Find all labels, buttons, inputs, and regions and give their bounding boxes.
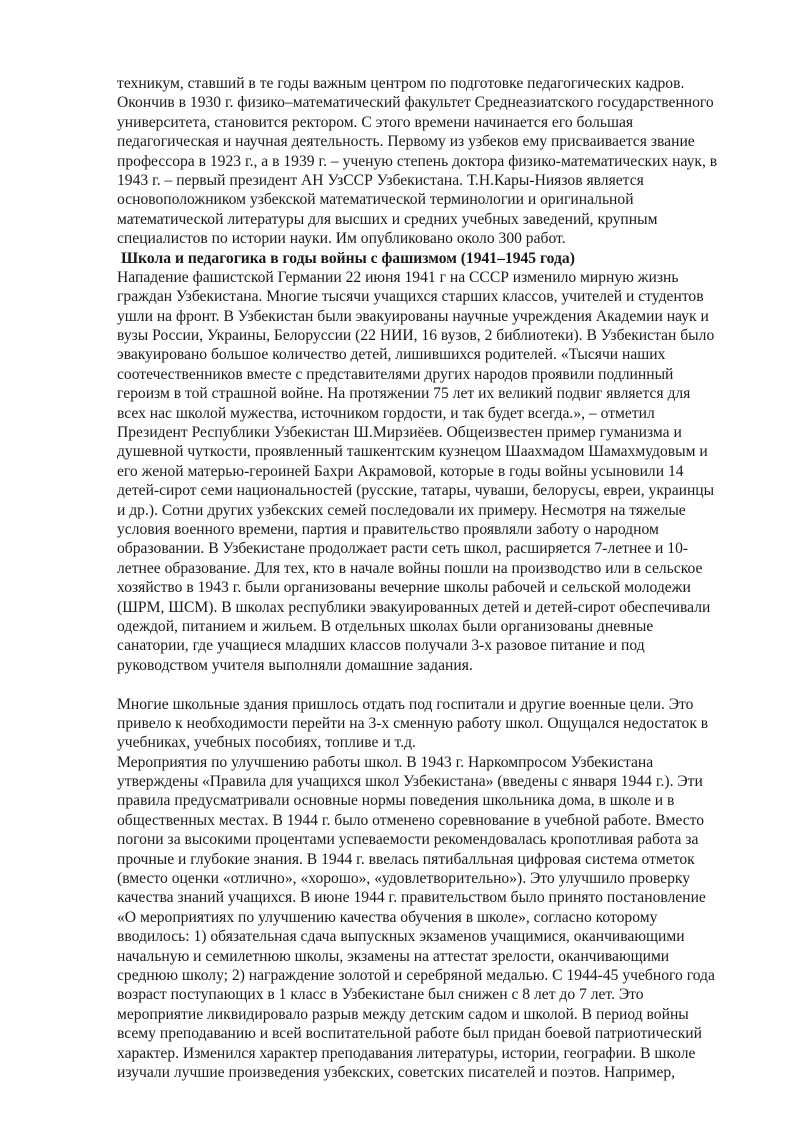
text-line: условия военного времени, партия и правительство проявляли заботу о народном <box>117 520 659 538</box>
text-line: университета, становится ректором. С этого времени начинается его большая <box>117 113 634 131</box>
paragraph-gap <box>117 675 797 694</box>
text-line: учебниках, учебных пособиях, топливе и т.д. <box>117 734 416 752</box>
text-line: правила предусматривали основные нормы поведения школьника дома, в школе и в <box>117 792 675 810</box>
text-line: привело к необходимости перейти на 3-х сменную работу школ. Ощущался недостаток в <box>117 714 709 732</box>
text-line: специалистов по истории науки. Им опубликовано около 300 работ. <box>117 230 566 248</box>
text-line: героизм в той страшной войне. На протяжении 75 лет их великий подвиг является для <box>117 385 691 403</box>
text-line: возраст поступающих в 1 класс в Узбекистане был снижен с 8 лет до 7 лет. Это <box>117 986 644 1004</box>
text-line: одеждой, питанием и жильем. В отдельных школах были организованы дневные <box>117 617 654 635</box>
text-line: педагогическая и научная деятельность. Первому из узбеков ему присваивается звание <box>117 133 695 151</box>
text-line: всему преподаванию и всей воспитательной работе был придан боевой патриотический <box>117 1025 702 1043</box>
text-line: граждан Узбекистана. Многие тысячи учащихся старших классов, учителей и студентов <box>117 288 704 306</box>
text-line: погони за высокими процентами успеваемости рекомендовалась кропотливая работа за <box>117 831 699 849</box>
text-line: 1943 г. – первый президент АН УзССР Узбекистана. Т.Н.Кары-Ниязов является <box>117 171 644 189</box>
text-line: начальную и семилетнюю школы, экзамены на аттестат зрелости, оканчивающими <box>117 947 670 965</box>
text-line: эвакуировано большое количество детей, лишившихся родителей. «Тысячи наших <box>117 346 666 364</box>
text-line: душевной чуткости, проявленный ташкентским кузнецом Шаахмадом Шамахмудовым и <box>117 443 708 461</box>
text-line: Президент Республики Узбекистан Ш.Мирзиёев. Общеизвестен пример гуманизма и <box>117 424 682 442</box>
text-line: его женой матерью-героиней Бахри Акрамовой, которые в годы войны усыновили 14 <box>117 462 684 480</box>
text-line: утверждены «Правила для учащихся школ Узбекистана» (введены с января 1944 г.). Эти <box>117 773 703 791</box>
text-line: профессора в 1923 г., а в 1939 г. – ученую степень доктора физико-математических наук, в <box>117 152 718 170</box>
text-line: основоположником узбекской математической терминологии и оригинальной <box>117 191 634 209</box>
paragraph-war-school <box>117 268 797 675</box>
text-line: Окончив в 1930 г. физико–математический факультет Среднеазиатского государственного <box>117 94 714 112</box>
text-line: качества знаний учащихся. В июне 1944 г. правительством было принято постановление <box>117 889 706 907</box>
text-line: и др.). Сотни других узбекских семей последовали их примеру. Несмотря на тяжелые <box>117 501 686 519</box>
text-line: образовании. В Узбекистане продолжает расти сеть школ, расширяется 7-летнее и 10- <box>117 540 689 558</box>
text-line: (вместо оценки «отлично», «хорошо», «удовлетворительно»). Это улучшило проверку <box>117 870 691 888</box>
document-page <box>117 74 797 1082</box>
text-line: ушли на фронт. В Узбекистан были эвакуированы научные учреждения Академии наук и <box>117 307 709 325</box>
text-line: детей-сирот семи национальностей (русские, татары, чуваши, белорусы, евреи, украинцы <box>117 482 715 500</box>
text-line: изучали лучшие произведения узбекских, советских писателей и поэтов. Например, <box>117 1063 676 1081</box>
text-line: руководством учителя выполняли домашние задания. <box>117 656 473 674</box>
paragraph-karyniyazov <box>117 74 797 249</box>
text-line: соотечественников вместе с представителями других народов проявили подлинный <box>117 365 674 383</box>
text-line: вводилось: 1) обязательная сдача выпускных экзаменов учащимися, оканчивающими <box>117 928 685 946</box>
text-line: техникум, ставший в те годы важным центром по подготовке педагогических кадров. <box>117 75 685 92</box>
text-line: (ШРМ, ШСМ). В школах республики эвакуированных детей и детей-сирот обеспечивали <box>117 598 711 616</box>
text-line: всех нас школой мужества, источником гордости, и так будет всегда.», – отметил <box>117 404 655 422</box>
text-line: «О мероприятиях по улучшению качества обучения в школе», согласно которому <box>117 908 658 926</box>
text-line: летнее образование. Для тех, кто в начале войны пошли на производство или в сельское <box>117 559 703 577</box>
text-line: общественных местах. В 1944 г. было отменено соревнование в учебной работе. Вместо <box>117 811 705 829</box>
text-line: прочные и глубокие знания. В 1944 г. ввелась пятибалльная цифровая система отметок <box>117 850 695 868</box>
paragraph-school-measures <box>117 695 797 1083</box>
text-line: среднюю школу; 2) награждение золотой и серебряной медалью. С 1944-45 учебного года <box>117 966 715 984</box>
text-line: вузы России, Украины, Белоруссии (22 НИИ, 16 вузов, 2 библиотеки). В Узбекистан было <box>117 327 715 345</box>
text-line: мероприятие ликвидировало разрыв между детским садом и школой. В период войны <box>117 1005 689 1023</box>
text-line: хозяйство в 1943 г. были организованы вечерние школы рабочей и сельской молодежи <box>117 579 691 597</box>
text-line: санатории, где учащиеся младших классов получали 3-х разовое питание и под <box>117 637 645 655</box>
text-line: характер. Изменился характер преподавания литературы, истории, географии. В школе <box>117 1044 696 1062</box>
text-line: Нападение фашистской Германии 22 июня 1941 г на СССР изменило мирную жизнь <box>117 268 679 286</box>
section-heading: Школа и педагогика в годы войны с фашизмом (1941–1945 года) <box>121 249 575 267</box>
text-line: Многие школьные здания пришлось отдать под госпитали и другие военные цели. Это <box>117 695 694 713</box>
text-line: математической литературы для высших и средних учебных заведений, крупным <box>117 210 658 228</box>
text-line: Мероприятия по улучшению работы школ. В 1943 г. Наркомпросом Узбекистана <box>117 753 654 771</box>
